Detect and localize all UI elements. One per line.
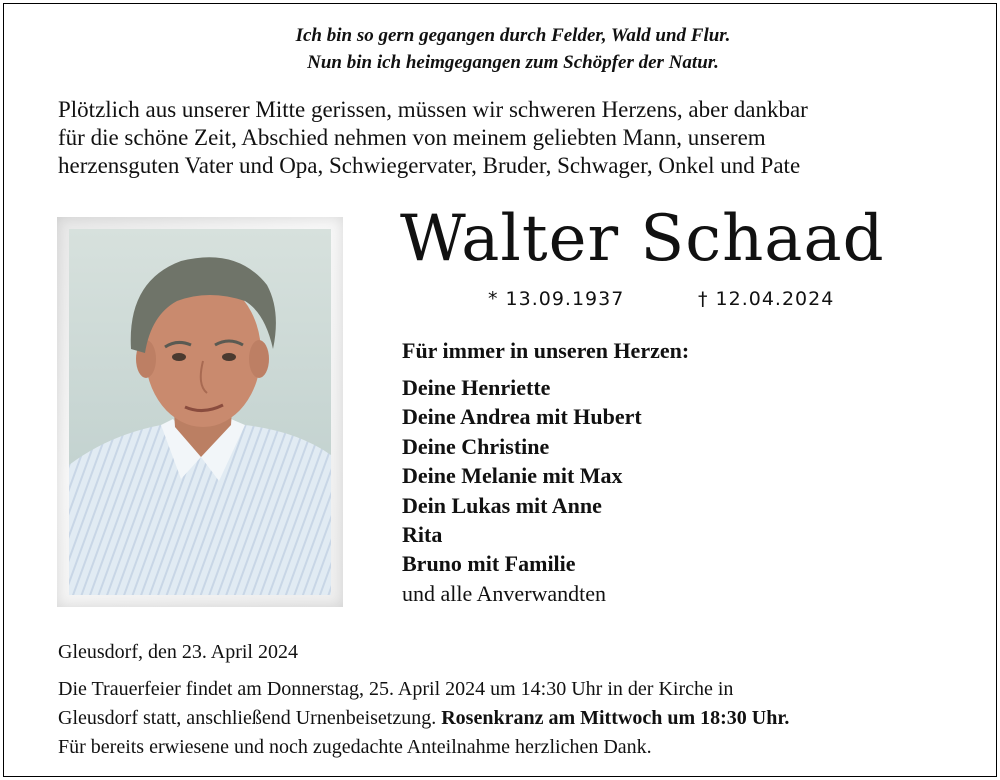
intro-line-3: herzensguten Vater und Opa, Schwiegervater, Bruder, Schwager, Onkel und Pate (58, 153, 801, 178)
mourner-name: Rita (402, 522, 443, 548)
intro-line-2: für die schöne Zeit, Abschied nehmen von meinem geliebten Mann, unserem (58, 125, 766, 150)
death-date: † 12.04.2024 (698, 288, 835, 310)
mourner-name: Dein Lukas mit Anne (402, 492, 602, 518)
deceased-name: Walter Schaad (400, 202, 885, 276)
mourners-list (402, 373, 642, 608)
mourner-name: Deine Henriette (402, 375, 551, 400)
intro-text (58, 96, 958, 180)
details-line-3: Für bereits erwiesene und noch zugedachte Anteilnahme herzlichen Dank. (58, 736, 652, 758)
details-line-1: Die Trauerfeier findet am Donnerstag, 25. April 2024 um 14:30 Uhr in der Kirche in (58, 678, 734, 700)
mourner-name: Deine Melanie mit Max (402, 463, 623, 489)
poem-line-1: Ich bin so gern gegangen durch Felder, Wald und Flur. (295, 25, 731, 46)
mourner-name: Deine Christine (402, 433, 550, 459)
place-and-date: Gleusdorf, den 23. April 2024 (58, 641, 298, 663)
funeral-details (58, 675, 978, 762)
portrait-photo (69, 229, 331, 595)
details-line-2-text: Gleusdorf statt, anschließend Urnenbeisetzung. (58, 707, 437, 729)
photo-frame (57, 217, 343, 607)
details-line-2 (58, 704, 978, 733)
poem-line-2: Nun bin ich heimgegangen zum Schöpfer der Natur. (307, 52, 719, 73)
mourner-name: Bruno mit Familie (402, 551, 576, 577)
mourners-heading: Für immer in unseren Herzen: (402, 338, 690, 363)
intro-line-1: Plötzlich aus unserer Mitte gerissen, müssen wir schweren Herzens, aber dankbar (58, 97, 808, 122)
poem (0, 22, 1000, 76)
mourners-closing: und alle Anverwandten (402, 580, 607, 606)
mourner-name: Deine Andrea mit Hubert (402, 404, 642, 430)
rosary-notice: Rosenkranz am Mittwoch um 18:30 Uhr. (441, 707, 790, 729)
birth-date: * 13.09.1937 (488, 288, 625, 310)
